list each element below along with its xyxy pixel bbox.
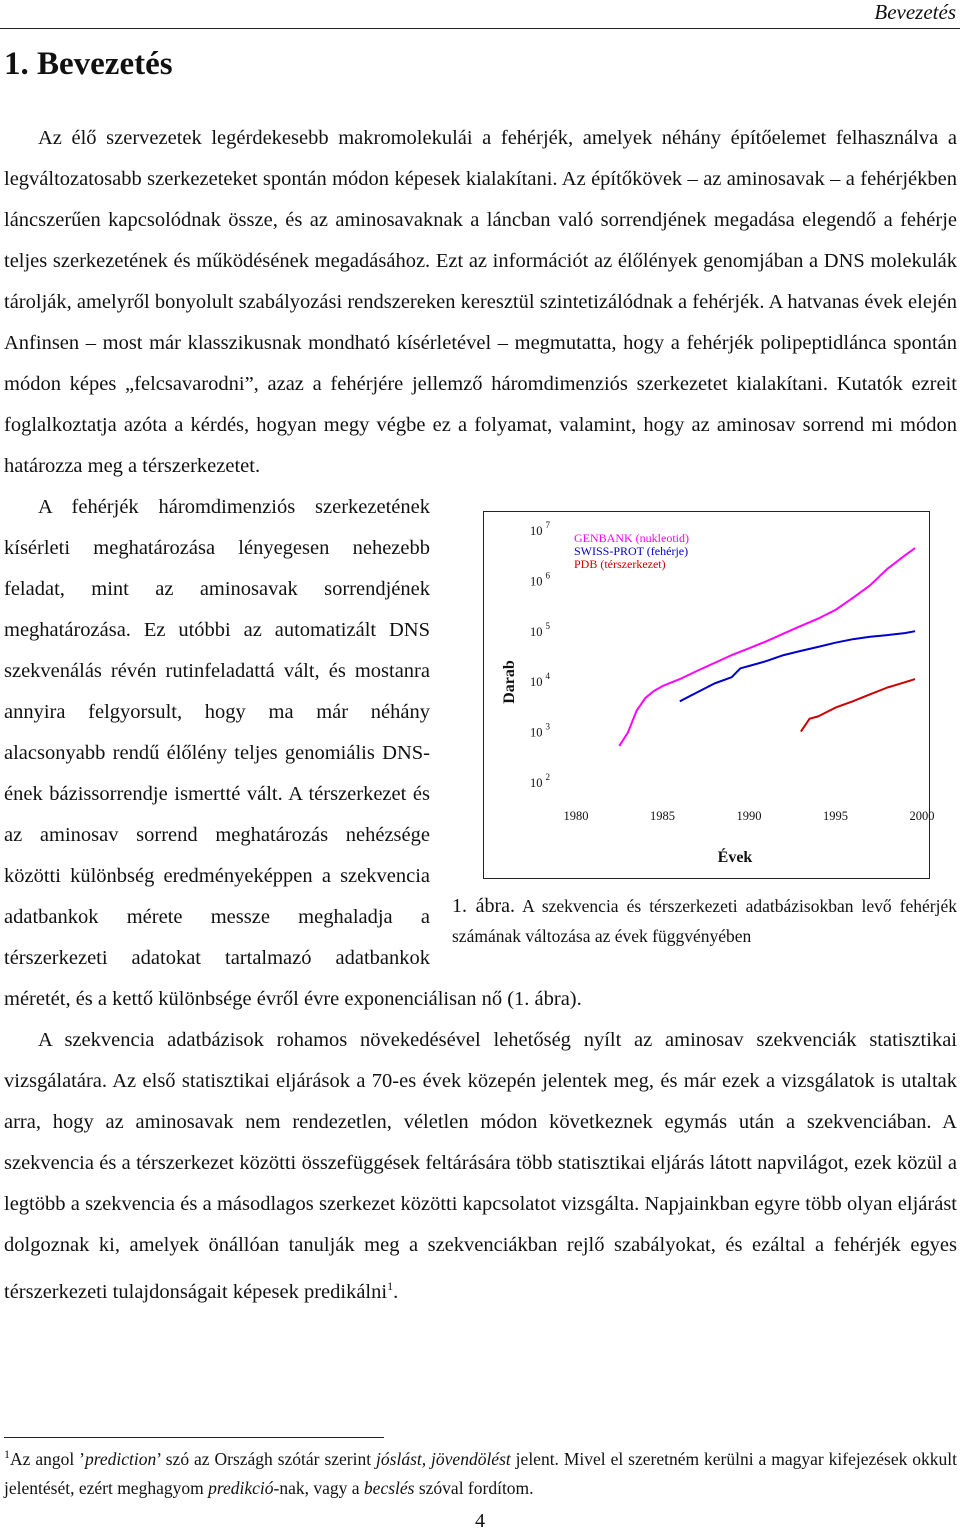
running-head-title: Bevezetés [874,0,956,24]
y-tick-exponent: 4 [545,671,550,682]
y-tick-base: 10 [530,675,543,690]
y-tick-exponent: 2 [545,772,550,782]
series-line-1 [619,548,915,746]
footnote-italic-term: predikció [208,1477,274,1498]
body-text [4,118,957,1313]
figure-caption [452,891,957,951]
legend-entry: SWISS-PROT (fehérje) [574,544,689,558]
y-tick-label [530,570,551,588]
x-tick-label: 1995 [823,809,848,823]
figure-number: 1. ábra. [452,895,516,917]
database-growth-chart [484,512,935,880]
series-line-3 [801,679,915,732]
footnote-ref[interactable]: 1 [387,1279,394,1293]
footnote-mark: 1 [4,1447,10,1461]
y-tick-exponent: 6 [545,570,550,581]
x-tick-label: 2000 [909,809,935,823]
y-axis-title: Darab [501,660,518,704]
paragraph-3 [4,1020,957,1313]
series-lines [619,548,915,746]
legend-entry: PDB (térszerkezet) [574,557,666,571]
running-head [0,0,960,29]
chapter-title: 1. Bevezetés [4,46,173,82]
paragraph-3-text: A szekvencia adatbázisok rohamos növekedésével lehetőség nyílt az aminosav szekvenciák statisztikai vizsgálatára. Az első statisztikai eljárások a 70-es évek közepén jelentek meg, és már ezek a vizsgálatok is utaltak arra, hogy az aminosavak nem rendezetlen, véletlen módon következnek egymás után a szekvenciában. A szekvencia és a térszerkezet közötti összefüggések feltárására több statisztikai eljárás látott napvilágot, ezek közül a legtöbb a szekvencia és a másodlagos szerkezet közötti kapcsolatot vizsgálta. Napjainkban egyre több olyan eljárást dolgoznak ki, amelyek önállóan tanulják meg a szekvenciákban rejlő szabályokat, és ezáltal a fehérjék egyes térszerkezeti tulajdonságait képesek predikálni [4,1029,957,1303]
y-tick-label [530,722,551,740]
footnote-rule [4,1437,384,1438]
paragraph-2-text: A fehérjék háromdimenziós szerkezetének kísérleti meghatározása lényegesen nehezebb feladat, mint az aminosavak sorrendjének meghatározása. Ez utóbbi az automatizált DNS szekvenálás révén rutinfeladattá vált, és mostanra annyira felgyorsult, hogy ma már néhány alacsonyabb rendű élőlény teljes genomiális DNS-ének bázissorrendje ismertté vált. A térszerkezet és az aminosav sorrend meghatározás nehézsége közötti különbség eredményeképpen a szekvencia adatbankok mérete messze meghaladja a térszerkezeti adatokat tartalmazó adatbankok méretét, és a kettő különbsége évről évre exponenciálisan nő (1. ábra). [4,496,582,1010]
y-tick-label [530,621,551,639]
figure-caption-text: A szekvencia és térszerkezeti adatbázisokban levő fehérjék számának változása az évek függvényében [452,896,957,946]
paragraph-3-tail: . [393,1280,399,1303]
y-tick-base: 10 [530,776,543,790]
x-tick-labels [564,809,935,823]
y-tick-base: 10 [530,524,543,538]
footnote-text [4,1449,957,1498]
y-tick-label [530,520,551,538]
footnote-text-run: ’ szó az Országh szótár szerint [156,1448,377,1469]
y-tick-exponent: 3 [545,721,550,732]
chart-frame [483,511,935,879]
y-tick-base: 10 [530,574,543,589]
y-tick-label [530,772,550,790]
footnote-italic-term: prediction [84,1448,157,1469]
page-number: 4 [475,1510,485,1532]
footnote-text-run: Az angol ’ [10,1448,85,1469]
legend-entry: GENBANK (nukleotid) [574,531,689,545]
y-tick-exponent: 7 [545,520,550,530]
x-tick-label: 1980 [563,809,589,823]
figure-1 [452,511,957,973]
y-tick-base: 10 [530,624,543,639]
footnote-italic-term: jóslást, jövendölést [376,1448,511,1469]
y-tick-labels [530,520,551,790]
y-tick-exponent: 5 [545,620,550,631]
footnote-italic-term: becslés [363,1477,415,1498]
footnote [4,1440,957,1503]
x-tick-label: 1990 [736,809,762,823]
paragraph-2 [4,487,957,1020]
legend [574,531,689,571]
footnote-text-run: -nak, vagy a [273,1477,364,1498]
x-tick-label: 1985 [650,809,675,823]
x-axis-title: Évek [717,849,753,866]
footnote-text-run: szóval fordítom. [414,1477,534,1498]
y-tick-base: 10 [530,725,543,740]
y-tick-label [530,671,551,689]
footnote-text-run: jelent. Mivel el szeretném kerülni a magyar kifejezések okkult jelentését, ezért meghagyom [4,1448,957,1498]
paragraph-1: Az élő szervezetek legérdekesebb makromolekulái a fehérjék, amelyek néhány építőelemet felhasználva a legváltozatosabb szerkezeteket spontán módon képesek kialakítani. Az építőkövek – az aminosavak – a fehérjékben láncszerűen kapcsolódnak össze, és az aminosavaknak a láncban való sorrendjének megadása elegendő a fehérje teljes szerkezetének és működésének megadásához. Ezt az információt az élőlények genomjában a DNS molekulák tárolják, amelyről bonyolult szabályozási rendszereken keresztül szintetizálódnak a fehérjék. A hatvanas évek elején Anfinsen – most már klasszikusnak mondható kísérletével – megmutatta, hogy a fehérjék polipeptidlánca spontán módon képes „felcsavarodni”, azaz a fehérjére jellemző háromdimenziós szerkezetet kialakítani. Kutatók ezreit foglalkoztatja azóta a kérdés, hogyan megy végbe ez a folyamat, valamint, hogy az aminosav sorrend mi módon határozza meg a térszerkezetet. [4,127,957,477]
